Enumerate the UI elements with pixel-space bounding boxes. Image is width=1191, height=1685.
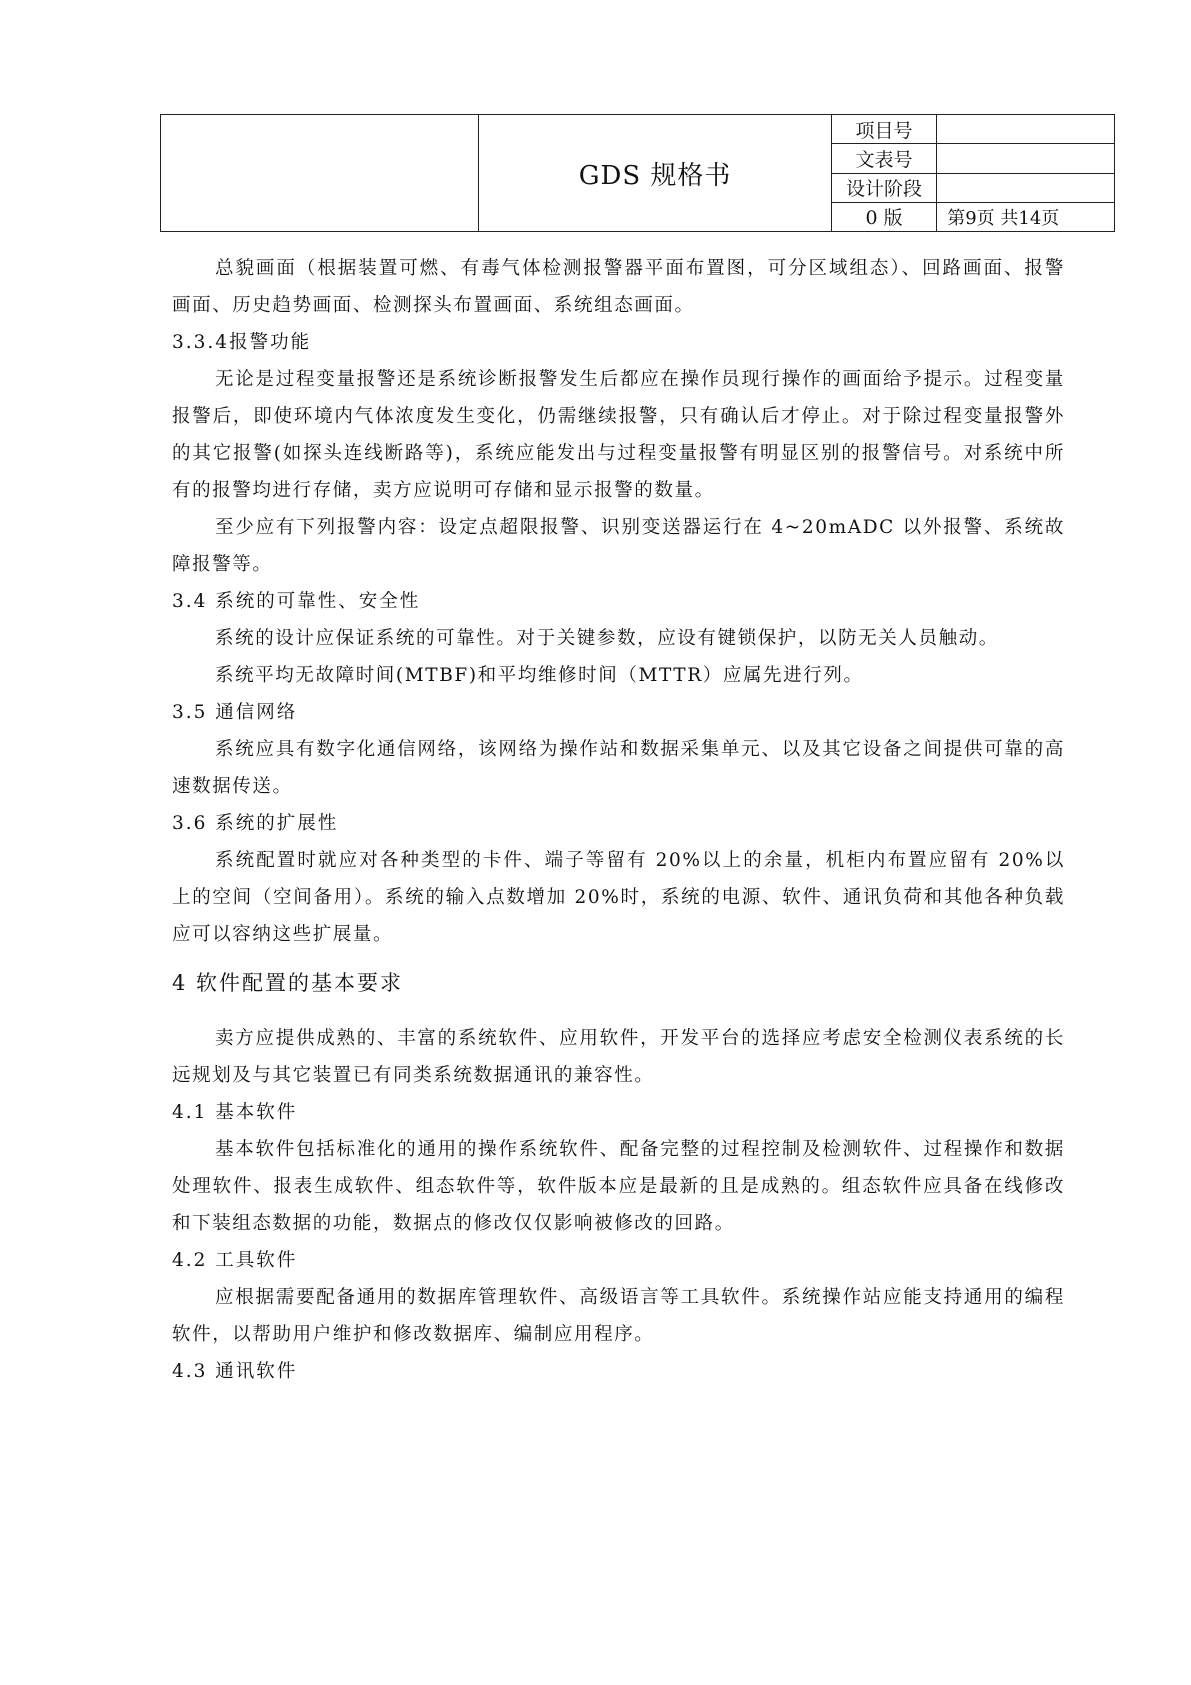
heading-4-2: 4.2 工具软件	[172, 1250, 298, 1271]
paragraph-network: 系统应具有数字化通信网络，该网络为操作站和数据采集单元、以及其它设备之间提供可靠的高速数据传送。	[172, 739, 1065, 797]
heading-4-3: 4.3 通讯软件	[172, 1361, 298, 1382]
logo-cell	[161, 115, 479, 232]
paragraph-alarm-function: 无论是过程变量报警还是系统诊断报警发生后都应在操作员现行操作的画面给予提示。过程变量报警后，即使环境内气体浓度发生变化，仍需继续报警，只有确认后才停止。对于除过程变量报警外的其它报警(如探头连线断路等)，系统应能发出与过程变量报警有明显区别的报警信号。对系统中所有的报警均进行存储，卖方应说明可存储和显示报警的数量。	[172, 369, 1065, 501]
heading-3-6: 3.6 系统的扩展性	[172, 813, 339, 834]
section-heading-4: 4 软件配置的基本要求	[172, 971, 404, 995]
heading-3-4: 3.4 系统的可靠性、安全性	[172, 591, 421, 612]
document-number-label: 文表号	[831, 144, 936, 173]
design-stage-value	[937, 173, 1115, 202]
paragraph-scalability: 系统配置时就应对各种类型的卡件、端子等留有 20%以上的余量，机柜内布置应留有 20%以上的空间（空间备用）。系统的输入点数增加 20%时，系统的电源、软件、通讯负荷和其他各种负载应可以容纳这些扩展量。	[172, 850, 1065, 945]
paragraph-alarm-contents: 至少应有下列报警内容：设定点超限报警、识别变送器运行在 4~20mADC 以外报警、系统故障报警等。	[172, 517, 1065, 575]
paragraph-display-screens: 总貌画面（根据装置可燃、有毒气体检测报警器平面布置图，可分区域组态）、回路画面、报警画面、历史趋势画面、检测探头布置画面、系统组态画面。	[172, 258, 1065, 316]
design-stage-label: 设计阶段	[831, 173, 936, 202]
paragraph-software-overview: 卖方应提供成熟的、丰富的系统软件、应用软件，开发平台的选择应考虑安全检测仪表系统的长远规划及与其它装置已有同类系统数据通讯的兼容性。	[172, 1028, 1065, 1086]
heading-3-5: 3.5 通信网络	[172, 702, 298, 723]
heading-4-1: 4.1 基本软件	[172, 1102, 298, 1123]
project-number-value	[937, 115, 1115, 144]
paragraph-basic-software: 基本软件包括标准化的通用的操作系统软件、配备完整的过程控制及检测软件、过程操作和数据处理软件、报表生成软件、组态软件等，软件版本应是最新的且是成熟的。组态软件应具备在线修改和下装组态数据的功能，数据点的修改仅仅影响被修改的回路。	[172, 1139, 1065, 1234]
heading-3-3-4: 3.3.4报警功能	[172, 332, 312, 353]
page-indicator: 第9页 共14页	[937, 202, 1115, 231]
paragraph-mtbf: 系统平均无故障时间(MTBF)和平均维修时间（MTTR）应属先进行列。	[215, 665, 864, 686]
project-number-label: 项目号	[831, 115, 936, 144]
paragraph-tool-software: 应根据需要配备通用的数据库管理软件、高级语言等工具软件。系统操作站应能支持通用的编程软件，以帮助用户维护和修改数据库、编制应用程序。	[172, 1287, 1065, 1345]
document-header-table	[160, 114, 1115, 232]
version-label: 0 版	[831, 202, 936, 231]
paragraph-reliability: 系统的设计应保证系统的可靠性。对于关键参数，应设有键锁保护，以防无关人员触动。	[215, 628, 999, 649]
document-number-value	[937, 144, 1115, 173]
document-body	[172, 250, 1065, 1390]
document-title: GDS 规格书	[479, 115, 831, 232]
